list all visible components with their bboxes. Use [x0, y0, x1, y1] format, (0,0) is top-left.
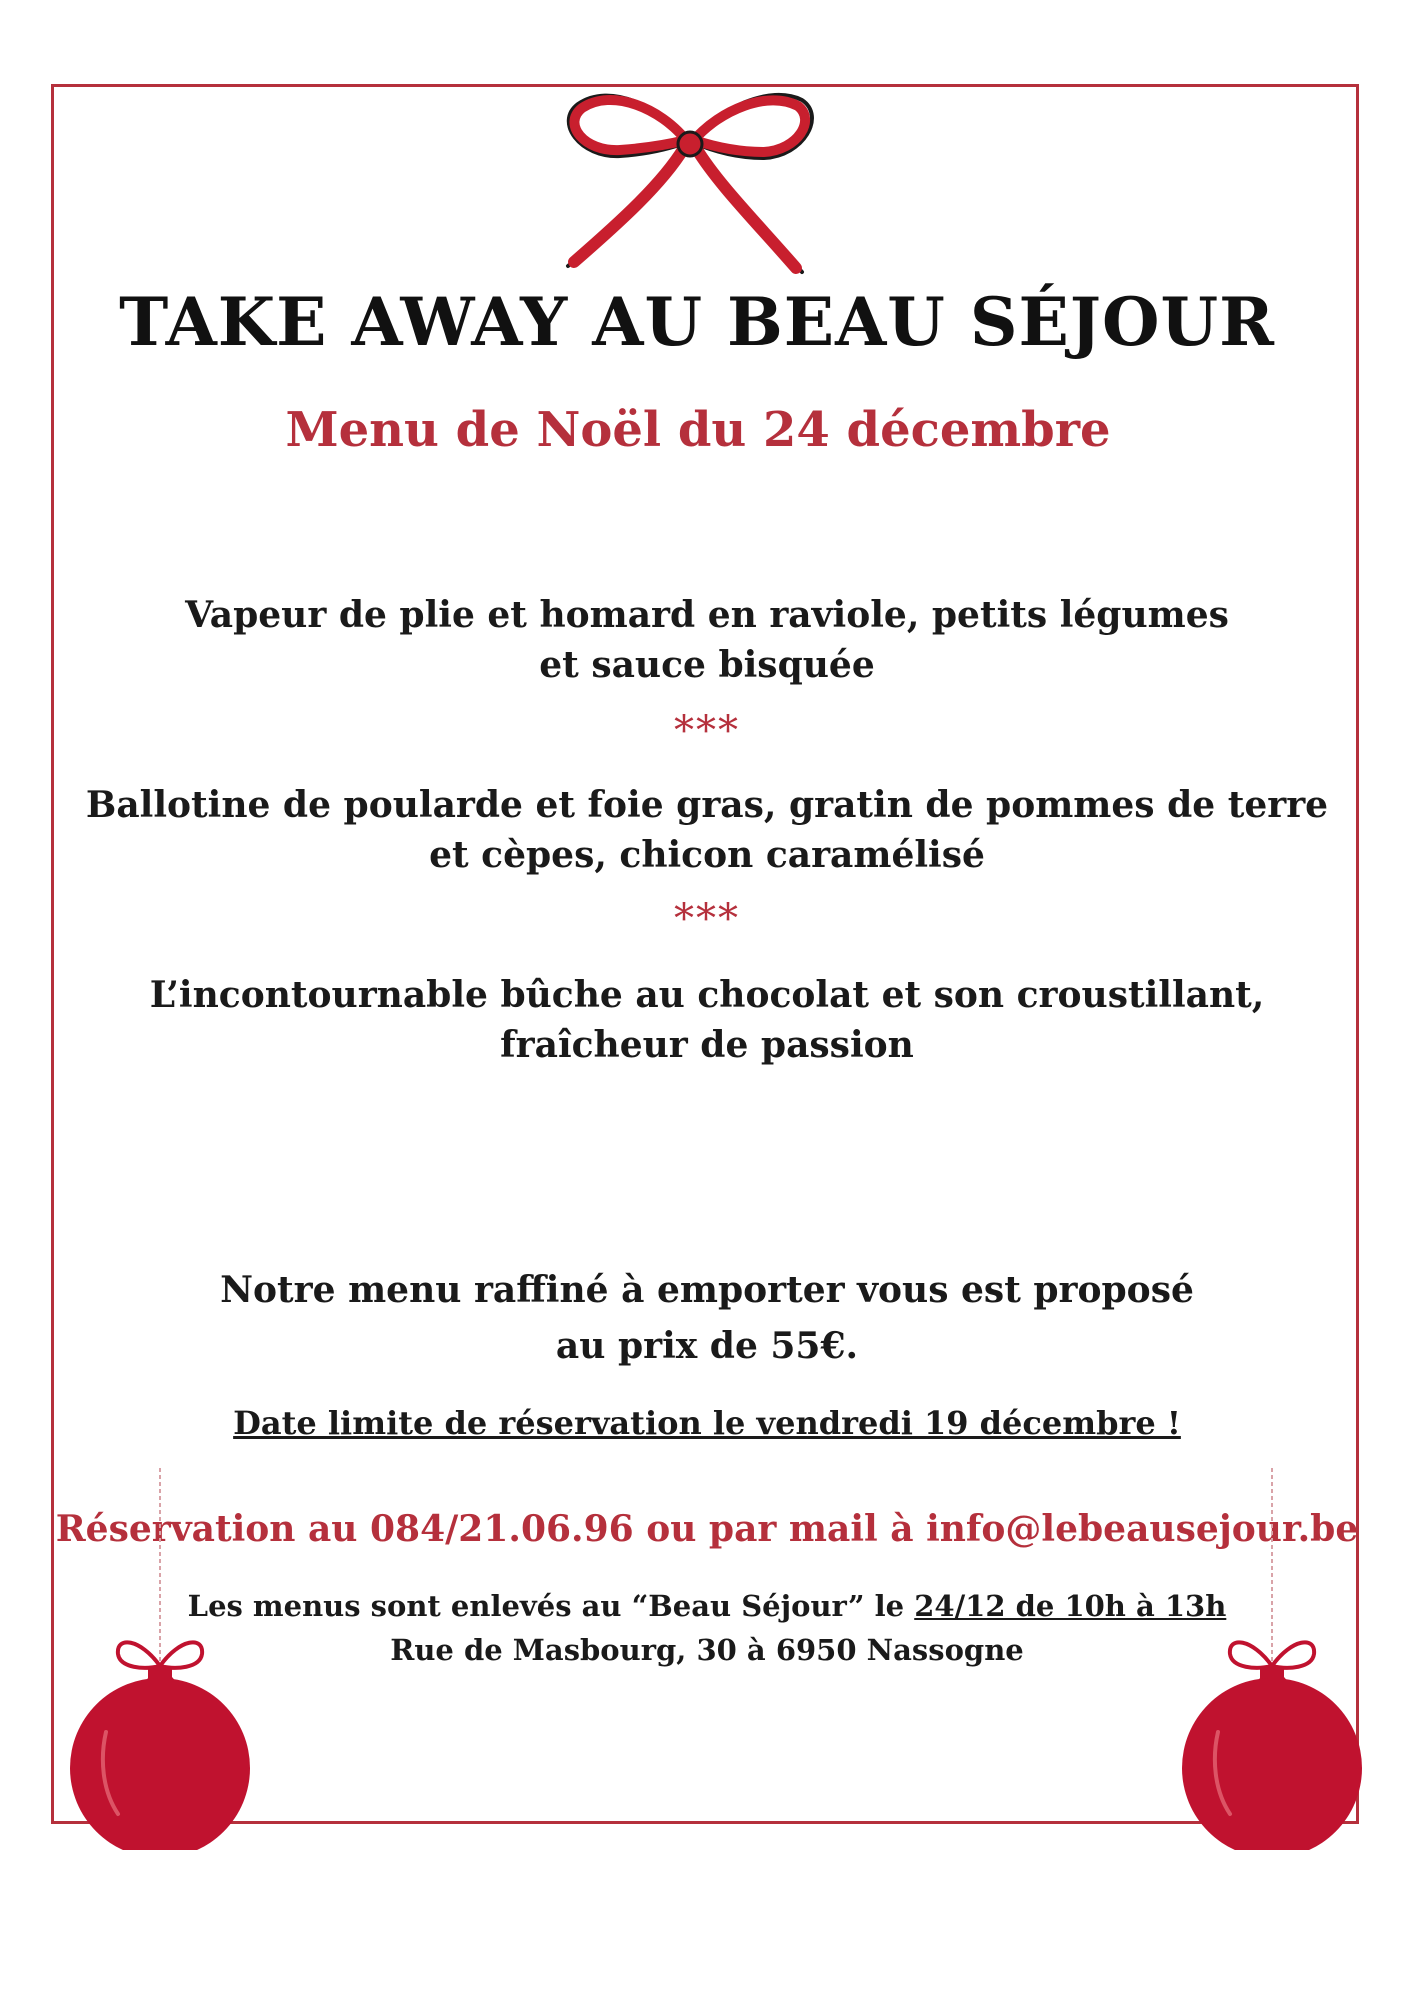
- dish-main-line1: Ballotine de poularde et foie gras, gratin de pommes de terre: [85, 784, 1329, 826]
- pickup-address: Rue de Masbourg, 30 à 6950 Nassogne: [390, 1633, 1024, 1667]
- dish-starter: [0, 590, 1414, 690]
- christmas-ornament-icon: [60, 1468, 260, 1850]
- price-offer: [0, 1262, 1414, 1374]
- pickup-line1-prefix: Les menus sont enlevés au “Beau Séjour” le: [187, 1589, 915, 1623]
- ribbon-bow-icon: [550, 86, 830, 282]
- price-offer-line2: au prix de 55€.: [555, 1325, 859, 1367]
- dish-starter-line2: et sauce bisquée: [539, 644, 875, 686]
- pickup-time: 24/12 de 10h à 13h: [914, 1589, 1227, 1623]
- dish-dessert-line1: L’incontournable bûche au chocolat et son croustillant,: [149, 974, 1265, 1016]
- menu-subtitle: Menu de Noël du 24 décembre: [285, 402, 1111, 458]
- dish-main-line2: et cèpes, chicon caramélisé: [429, 834, 985, 876]
- dish-dessert: [0, 970, 1414, 1070]
- price-offer-line1: Notre menu raffiné à emporter vous est proposé: [220, 1269, 1194, 1311]
- reservation-contact: Réservation au 084/21.06.96 ou par mail à info@lebeausejour.be: [55, 1508, 1359, 1550]
- dish-dessert-line2: fraîcheur de passion: [500, 1024, 914, 1066]
- reservation-deadline: Date limite de réservation le vendredi 19 décembre !: [233, 1404, 1181, 1442]
- separator-stars: ***: [674, 708, 740, 754]
- page-title: TAKE AWAY AU BEAU SÉJOUR: [119, 283, 1275, 361]
- separator-stars: ***: [674, 896, 740, 942]
- dish-starter-line1: Vapeur de plie et homard en raviole, petits légumes: [185, 594, 1229, 636]
- christmas-ornament-icon: [1172, 1468, 1372, 1850]
- dish-main: [0, 780, 1414, 880]
